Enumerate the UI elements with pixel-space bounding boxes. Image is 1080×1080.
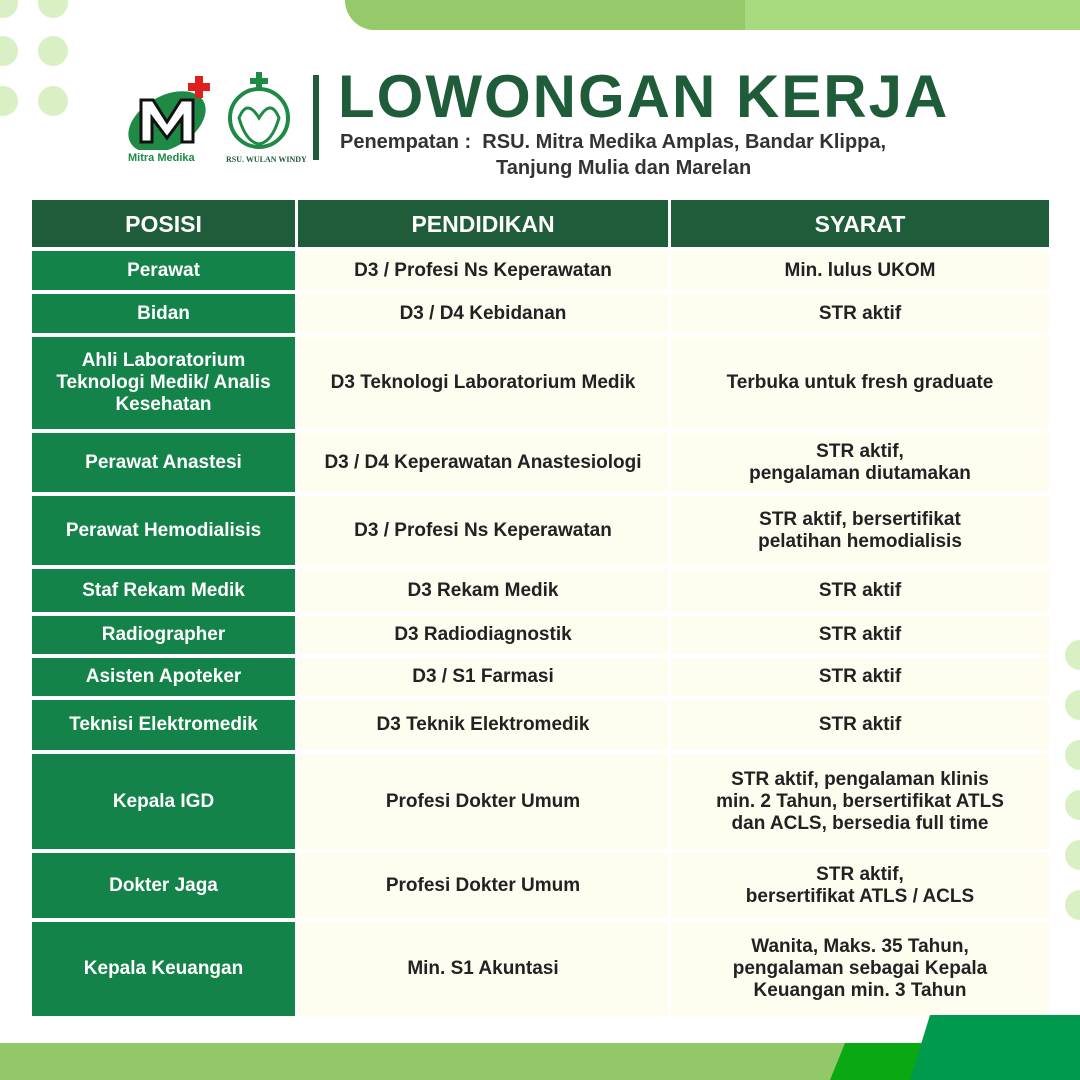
cell-posisi: Perawat Hemodialisis [32,496,295,565]
cell-syarat: STR aktif [671,700,1049,750]
table-row [32,433,1049,492]
top-decor-bar-dark [345,0,745,30]
decor-dot [0,86,18,116]
mitra-medika-logo-text: Mitra Medika [128,152,195,164]
mitra-medika-logo [125,72,215,150]
table-row [32,700,1049,750]
cell-posisi: Perawat Anastesi [32,433,295,492]
cell-syarat: STR aktif [671,616,1049,654]
decor-dot [38,36,68,66]
cell-syarat: STR aktif, pengalaman klinis min. 2 Tahun, bersertifikat ATLS dan ACLS, bersedia full time [671,754,1049,849]
cell-pendidikan: Min. S1 Akuntasi [298,922,668,1016]
table-header-row [32,200,1049,247]
cell-pendidikan: D3 / S1 Farmasi [298,658,668,696]
cell-posisi: Ahli Laboratorium Teknologi Medik/ Analis Kesehatan [32,337,295,429]
table-row [32,251,1049,290]
decor-dot [1065,790,1080,820]
cell-syarat: STR aktif [671,294,1049,333]
rsu-wulan-windy-logo-text: RSU. WULAN WINDY [226,155,307,164]
table-row [32,853,1049,918]
table-row [32,922,1049,1016]
cell-syarat: Wanita, Maks. 35 Tahun, pengalaman sebagai Kepala Keuangan min. 3 Tahun [671,922,1049,1016]
header-divider [313,75,319,160]
column-header-syarat: SYARAT [671,200,1049,247]
cell-pendidikan: Profesi Dokter Umum [298,754,668,849]
cell-syarat: STR aktif [671,658,1049,696]
decor-dot [0,36,18,66]
cell-pendidikan: Profesi Dokter Umum [298,853,668,918]
cell-syarat: Min. lulus UKOM [671,251,1049,290]
decor-dot [1065,840,1080,870]
job-table [32,200,1049,1020]
cell-posisi: Staf Rekam Medik [32,569,295,612]
cell-pendidikan: D3 Teknik Elektromedik [298,700,668,750]
table-row [32,337,1049,429]
placement-text-1: RSU. Mitra Medika Amplas, Bandar Klippa, [482,131,887,153]
cell-syarat: STR aktif, pengalaman diutamakan [671,433,1049,492]
cell-pendidikan: D3 Teknologi Laboratorium Medik [298,337,668,429]
column-header-pendidikan: PENDIDIKAN [298,200,668,247]
cell-posisi: Kepala Keuangan [32,922,295,1016]
placement-label: Penempatan : [340,131,472,153]
decor-dot [0,0,18,18]
cell-pendidikan: D3 / Profesi Ns Keperawatan [298,251,668,290]
page-title: LOWONGAN KERJA [338,63,950,130]
cell-syarat: STR aktif, bersertifikat ATLS / ACLS [671,853,1049,918]
cell-syarat: Terbuka untuk fresh graduate [671,337,1049,429]
cell-posisi: Radiographer [32,616,295,654]
cell-pendidikan: D3 Rekam Medik [298,569,668,612]
decor-dot [1065,690,1080,720]
table-row [32,658,1049,696]
decor-dot [38,0,68,18]
cell-syarat: STR aktif [671,569,1049,612]
placement-line-1 [340,130,886,154]
decor-dot [38,86,68,116]
decor-dot [1065,740,1080,770]
cell-pendidikan: D3 / D4 Keperawatan Anastesiologi [298,433,668,492]
decor-dot [1065,640,1080,670]
cell-posisi: Teknisi Elektromedik [32,700,295,750]
cell-posisi: Kepala IGD [32,754,295,849]
table-row [32,294,1049,333]
cell-pendidikan: D3 Radiodiagnostik [298,616,668,654]
cell-pendidikan: D3 / Profesi Ns Keperawatan [298,496,668,565]
decor-dot [1065,890,1080,920]
cell-posisi: Perawat [32,251,295,290]
table-row [32,754,1049,849]
cell-pendidikan: D3 / D4 Kebidanan [298,294,668,333]
cell-posisi: Bidan [32,294,295,333]
cell-posisi: Dokter Jaga [32,853,295,918]
table-row [32,616,1049,654]
table-row [32,569,1049,612]
column-header-posisi: POSISI [32,200,295,247]
cell-posisi: Asisten Apoteker [32,658,295,696]
placement-line-2: Tanjung Mulia dan Marelan [496,157,752,179]
cell-syarat: STR aktif, bersertifikat pelatihan hemodialisis [671,496,1049,565]
table-row [32,496,1049,565]
rsu-wulan-windy-logo [222,72,297,150]
